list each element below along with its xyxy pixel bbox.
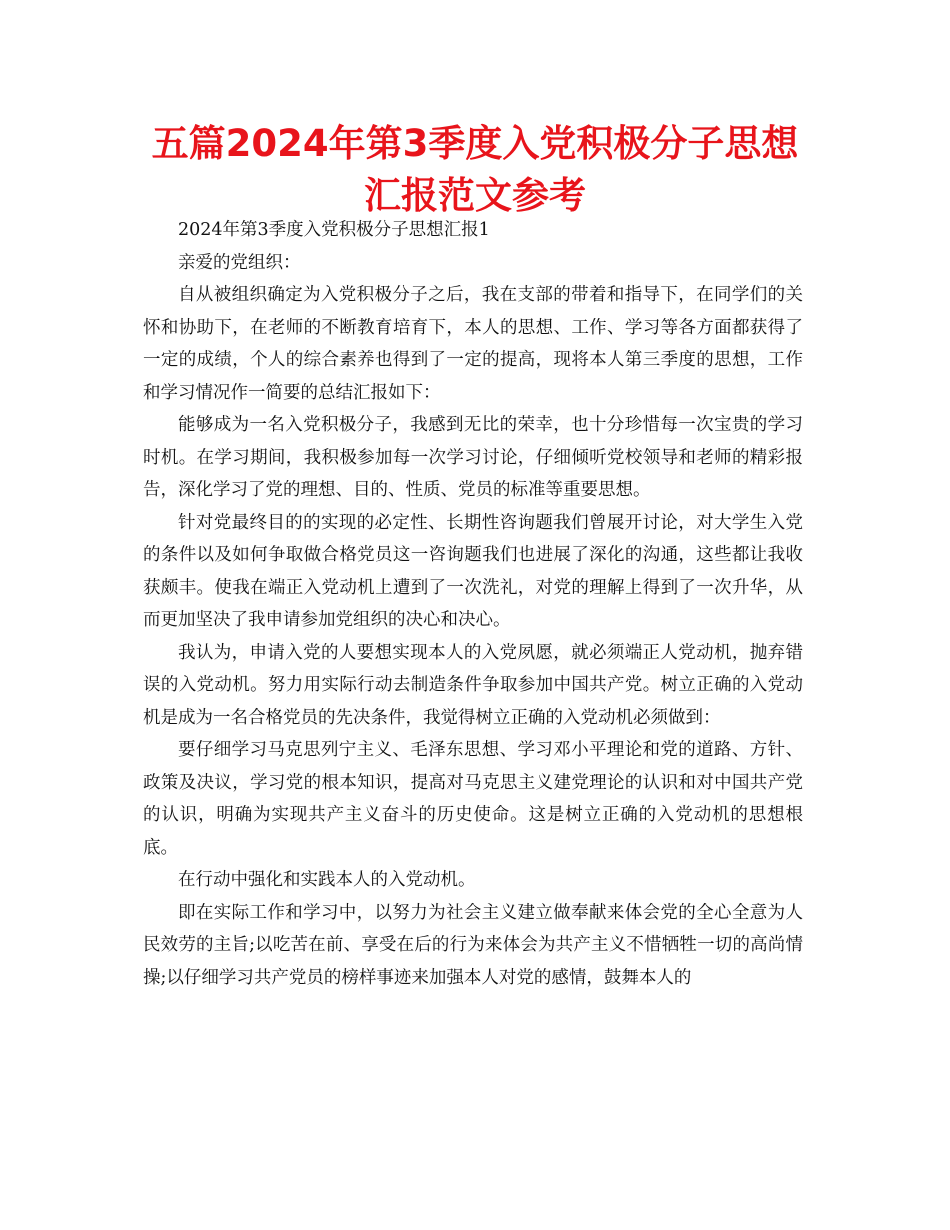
paragraph: 在行动中强化和实践本人的入党动机。: [178, 870, 476, 890]
paragraph: 针对党最终目的的实现的必定性、长期性咨询题我们曾展开讨论，对大学生入党的条件以及如何争取做合格党员这一咨询题我们也进展了深化的沟通，这些都让我收获颇丰。使我在端正入党动机上遭到了一次洗礼，对党的理解上得到了一次升华，从而更加坚决了我申请参加党组织的决心和决心。: [143, 512, 803, 630]
paragraph: 自从被组织确定为入党积极分子之后，我在支部的带着和指导下，在同学们的关怀和协助下，在老师的不断教育培育下，本人的思想、工作、学习等各方面都获得了一定的成绩，个人的综合素养也得到了一定的提高，现将本人第三季度的思想，工作和学习情况作一简要的总结汇报如下：: [143, 285, 803, 403]
title-line-2: 汇报范文参考: [364, 174, 586, 217]
paragraph: 我认为，申请入党的人要想实现本人的入党夙愿，就必须端正人党动机，抛弃错误的入党动机。努力用实际行动去制造条件争取参加中国共产党。树立正确的入党动机是成为一名合格党员的先决条件，我觉得树立正确的入党动机必须做到：: [143, 642, 803, 728]
document-title: [130, 118, 820, 222]
report-heading: 2024年第3季度入党积极分子思想汇报1: [178, 220, 490, 240]
title-line-1: 五篇2024年第3季度入党积极分子思想: [151, 122, 799, 165]
salutation: 亲爱的党组织：: [178, 252, 301, 273]
paragraph: 即在实际工作和学习中，以努力为社会主义建立做奉献来体会党的全心全意为人民效劳的主旨;以吃苦在前、享受在后的行为来体会为共产主义不惜牺牲一切的高尚情操;以仔细学习共产党员的榜样事迹来加强本人对党的感情，鼓舞本人的: [143, 902, 803, 988]
paragraph: 要仔细学习马克思列宁主义、毛泽东思想、学习邓小平理论和党的道路、方针、政策及决议，学习党的根本知识，提高对马克思主义建党理论的认识和对中国共产党的认识，明确为实现共产主义奋斗的历史使命。这是树立正确的入党动机的思想根底。: [143, 740, 803, 858]
paragraph: 能够成为一名入党积极分子，我感到无比的荣幸，也十分珍惜每一次宝贵的学习时机。在学习期间，我积极参加每一次学习讨论，仔细倾听党校领导和老师的精彩报告，深化学习了党的理想、目的、性质、党员的标准等重要思想。: [143, 415, 803, 500]
document-body: [143, 214, 803, 994]
